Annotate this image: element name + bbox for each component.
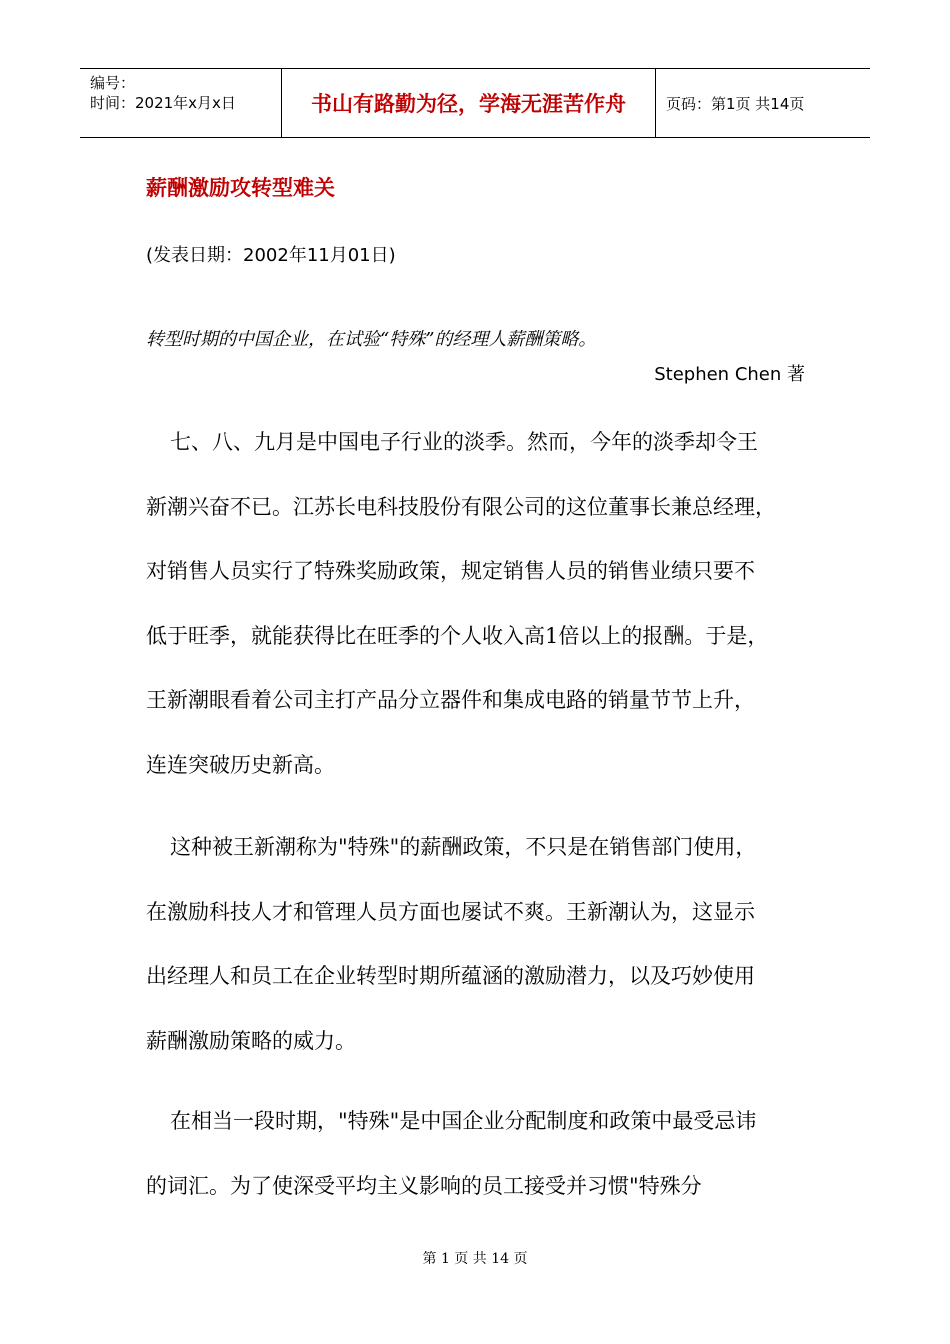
paragraph-line: 王新潮眼看着公司主打产品分立器件和集成电路的销量节节上升，: [146, 688, 755, 712]
paragraph-line: 薪酬激励策略的威力。: [146, 1028, 356, 1053]
time-label: 时间：2021年x月x日: [90, 94, 236, 112]
header-motto-cell: [282, 69, 656, 137]
paragraph-2: [146, 815, 806, 1073]
paragraph-line: 这种被王新潮称为"特殊"的薪酬政策，不只是在销售部门使用，: [170, 835, 757, 859]
paragraph-line: 低于旺季，就能获得比在旺季的个人收入高1倍以上的报酬。于是，: [146, 623, 769, 648]
header-page-info: 页码：第1页 共14页: [666, 94, 805, 113]
publish-date: (发表日期：2002年11月01日): [146, 245, 396, 266]
article-author: Stephen Chen 著: [654, 364, 805, 385]
paragraph-line: 对销售人员实行了特殊奖励政策，规定销售人员的销售业绩只要不: [146, 559, 755, 583]
paragraph-line: 七、八、九月是中国电子行业的淡季。然而，今年的淡季却令王: [170, 430, 758, 454]
paragraph-line: 在激励科技人才和管理人员方面也屡试不爽。王新潮认为，这显示: [146, 899, 755, 924]
article-subtitle: 转型时期的中国企业，在试验“特殊”的经理人薪酬策略。: [146, 329, 597, 350]
paragraph-1: [146, 410, 806, 797]
page-header: [80, 68, 870, 138]
paragraph-line: 连连突破历史新高。: [146, 752, 335, 777]
serial-number-label: 编号：: [90, 74, 136, 92]
paragraph-3: [146, 1089, 806, 1218]
header-page-cell: [656, 69, 870, 137]
header-meta-cell: [80, 69, 282, 137]
article-title: 薪酬激励攻转型难关: [146, 175, 335, 200]
paragraph-line: 的词汇。为了使深受平均主义影响的员工接受并习惯"特殊分: [146, 1173, 702, 1198]
paragraph-line: 出经理人和员工在企业转型时期所蕴涵的激励潜力，以及巧妙使用: [146, 964, 755, 988]
page-footer: 第 1 页 共 14 页: [422, 1251, 528, 1267]
header-motto: 书山有路勤为径，学海无涯苦作舟: [311, 92, 626, 116]
paragraph-line: 在相当一段时期，"特殊"是中国企业分配制度和政策中最受忌讳: [170, 1109, 757, 1133]
paragraph-line: 新潮兴奋不已。江苏长电科技股份有限公司的这位董事长兼总经理，: [146, 494, 776, 519]
